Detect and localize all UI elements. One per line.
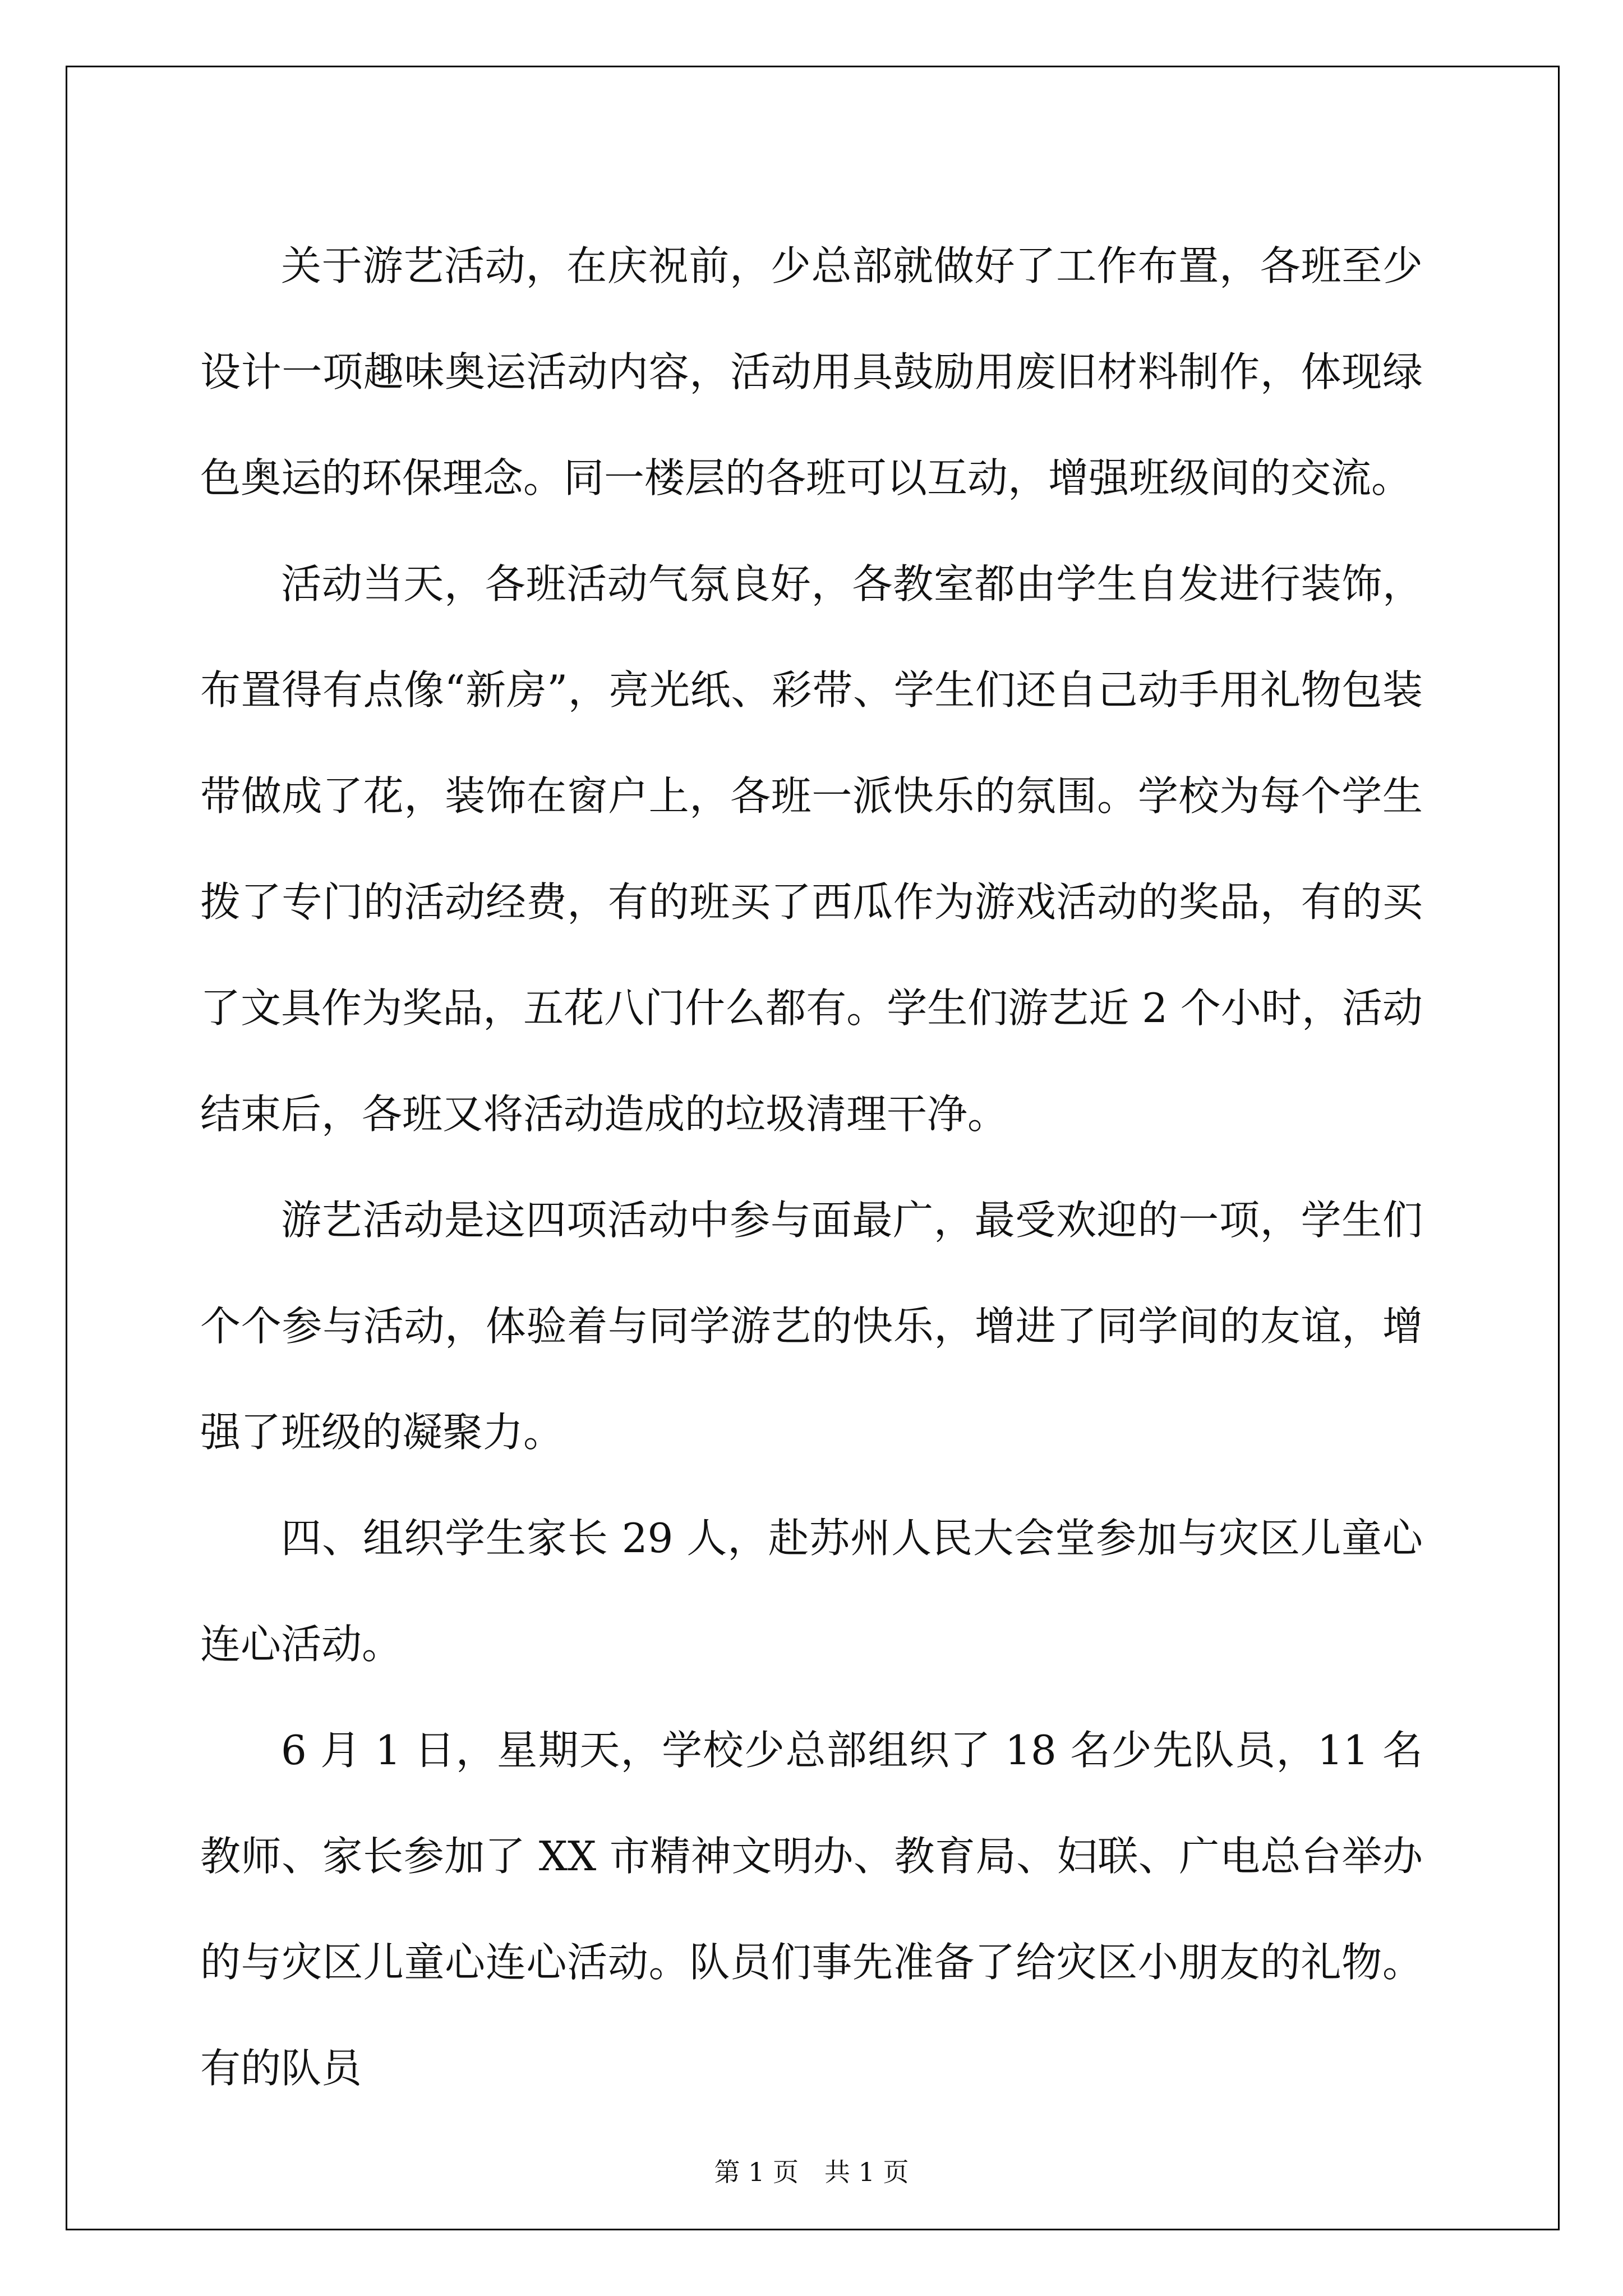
paragraph-4: 四、组织学生家长 29 人，赴苏州人民大会堂参加与灾区儿童心连心活动。 <box>200 1515 1423 1668</box>
page-count: 共 1 页 <box>824 2157 909 2187</box>
document-body <box>200 213 1423 2122</box>
paragraph-1: 关于游艺活动，在庆祝前，少总部就做好了工作布置，各班至少设计一项趣味奥运活动内容，活动用具鼓励用废旧材料制作，体现绿色奥运的环保理念。同一楼层的各班可以互动，增强班级间的交流。 <box>200 242 1423 501</box>
paragraph-2: 活动当天，各班活动气氛良好，各教室都由学生自发进行装饰，布置得有点像“新房”，亮光纸、彩带、学生们还自己动手用礼物包装带做成了花，装饰在窗户上，各班一派快乐的氛围。学校为每个学生拨了专门的活动经费，有的班买了西瓜作为游戏活动的奖品，有的买了文具作为奖品，五花八门什么都有。学生们游艺近 2 个小时，活动结束后，各班又将活动造成的垃圾清理干净。 <box>200 560 1423 1138</box>
page-number: 第 1 页 <box>714 2157 799 2187</box>
paragraph-3: 游艺活动是这四项活动中参与面最广，最受欢迎的一项，学生们个个参与活动，体验着与同学游艺的快乐，增进了同学间的友谊，增强了班级的凝聚力。 <box>200 1197 1423 1456</box>
page-footer <box>0 2155 1623 2189</box>
paragraph-5: 6 月 1 日，星期天，学校少总部组织了 18 名少先队员，11 名教师、家长参加了 XX 市精神文明办、教育局、妇联、广电总台举办的与灾区儿童心连心活动。队员们事先准备了给灾区小朋友的礼物。有的队员 <box>200 1727 1423 2092</box>
